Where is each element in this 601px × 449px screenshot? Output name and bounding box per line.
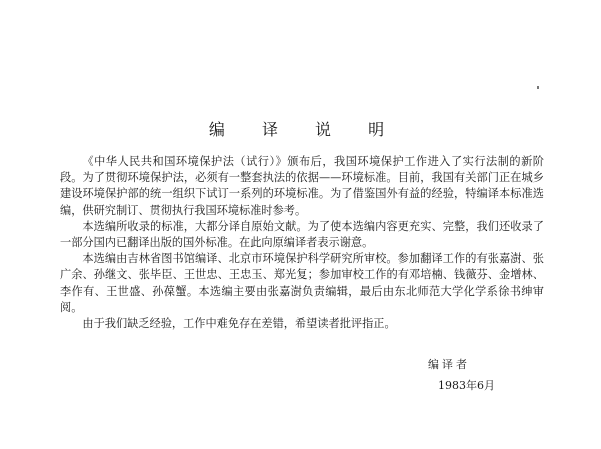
paragraph-closing: 由于我们缺乏经验，工作中难免存在差错，希望读者批评指正。 bbox=[82, 317, 396, 331]
body-text bbox=[60, 154, 544, 332]
signature: 编译者 bbox=[428, 358, 470, 371]
page-title: 编 译 说 明 bbox=[208, 120, 401, 139]
paragraph-sources: 本选编所收录的标准，大都分译自原始文献。为了使本选编内容更充实、完整，我们还收录了一部分国内已翻译出版的国外标准。在此向原编译者表示谢意。 bbox=[60, 219, 544, 250]
date: 1983年6月 bbox=[438, 379, 495, 392]
scan-speck bbox=[537, 86, 539, 89]
paragraph-intro: 《中华人民共和国环境保护法（试行）》颁布后，我国环境保护工作进入了实行法制的新阶段。为了贯彻环境保护法，必须有一整套执法的依据——环境标准。目前，我国有关部门正在城乡建设环境保护部的统一组织下试订一系列的环境标准。为了借鉴国外有益的经验，特编译本标准选编，供研究制订、贯彻执行我国环境标准时参考。 bbox=[60, 155, 544, 217]
paragraph-contributors: 本选编由吉林省图书馆编译、北京市环境保护科学研究所审校。参加翻译工作的有张嘉澍、张广余、孙继文、张毕臣、王世忠、王忠玉、郑光复；参加审校工作的有邓培楠、钱薇芬、金增林、李作有、王世盛、孙葆蟹。本选编主要由张嘉澍负责编辑，最后由东北师范大学化学系徐书绅审阅。 bbox=[60, 252, 544, 314]
